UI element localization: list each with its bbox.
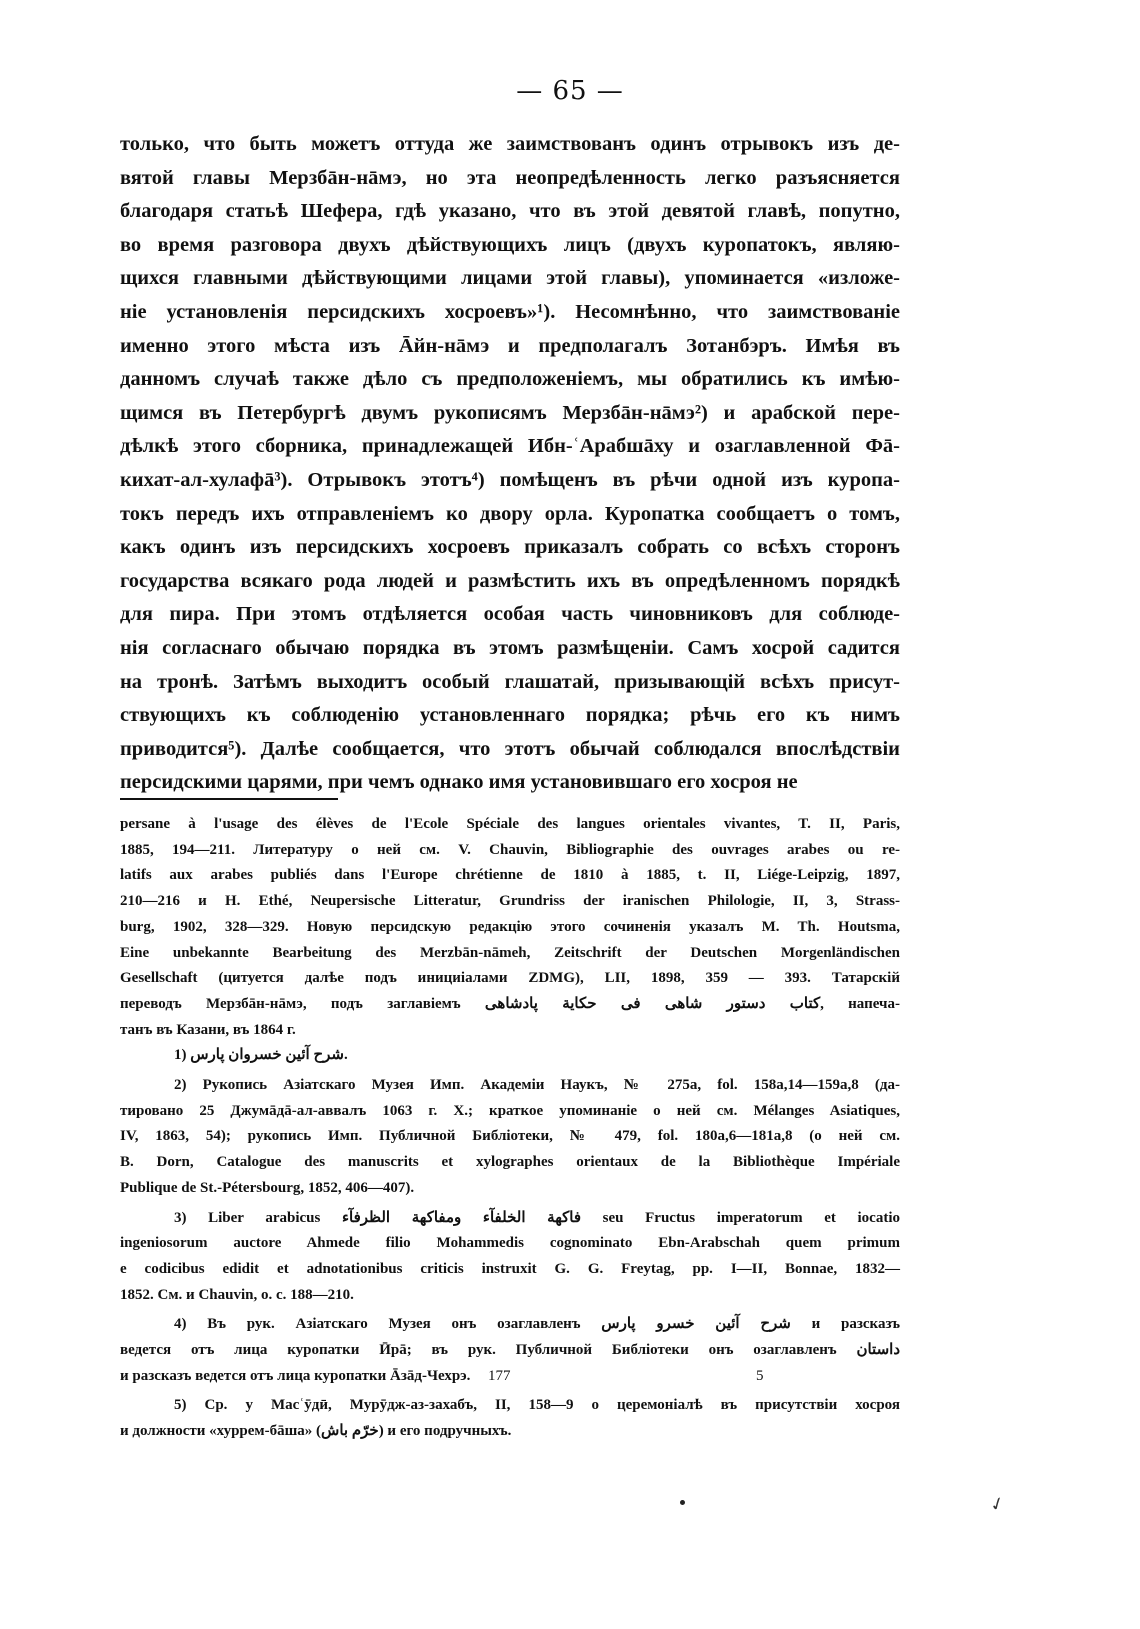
footnote-line: 1) ‫شرح آئين خسروان پارس‬. [174,1047,348,1064]
text-line: государства всякаго рода людей и размѣстить ихъ въ опредѣленномъ порядкѣ [120,569,900,592]
footnote-line: 210—216 и H. Ethé, Neupersische Litteratur, Grundriss der iranischen Philologie, II, 3, Strass- [120,893,900,910]
text-line: нiе установленiя персидскихъ хосроевъ»¹). Несомнѣнно, что заимствованiе [120,300,900,323]
text-line: персидскими царями, при чемъ однако имя установившаго его хосроя не [120,771,798,794]
text-line: благодаря статьѣ Шефера, гдѣ указано, что въ этой девятой главѣ, попутно, [120,200,900,223]
text-line: на тронѣ. Затѣмъ выходитъ особый глашатай, призывающiй всѣхъ присут- [120,670,900,693]
footnote-line: burg, 1902, 328—329. Новую персидскую редакцiю этого сочиненiя указалъ M. Th. Houtsma, [120,918,900,935]
text-line: дѣлкѣ этого сборника, принадлежащей Ибн-ʿАрабшāху и озаглавленной Фā- [120,435,900,458]
footnote-line: 3) Liber arabicus ‫فاكهة الخلفآء ومفاكهة الظرفآء‬ seu Fructus imperatorum et iocatio [174,1209,900,1226]
text-line: ствующихъ къ соблюденiю установленнаго порядка; рѣчь его къ нимъ [120,704,900,727]
ink-dot-mark [680,1500,685,1505]
footnote-line: танъ въ Казани, въ 1864 г. [120,1021,296,1038]
signature-sheet: 177 [488,1368,511,1384]
text-line: приводится⁵). Далѣе сообщается, что этотъ обычай соблюдался впослѣдствiи [120,737,900,760]
text-line: только, что быть можетъ оттуда же заимствованъ одинъ отрывокъ изъ де- [120,133,900,155]
text-line: кихат-ал-хулафā³). Отрывокъ этотъ⁴) помѣщенъ въ рѣчи одной изъ куропа- [120,468,900,491]
footnote-line: persane à l'usage des élèves de l'Ecole Spéciale des langues orientales vivantes, T. II, Paris, [120,816,900,832]
footnote-2 [120,1073,900,1202]
footnote-3 [120,1206,900,1309]
text-line: для пира. При этомъ отдѣляется особая часть чиновниковъ для соблюде- [120,603,900,626]
footnote-5 [120,1393,900,1444]
footnote-divider [120,798,338,800]
footnote-line: 4) Въ рук. Азiатскаго Музея онъ озаглавленъ ‫شرح آئين خسرو پارس‬ и разсказъ [174,1316,900,1333]
footnote-line: Gesellschaft (цитуется далѣе подъ инициiалами ZDMG), LII, 1898, 359 — 393. Татарскiй [120,970,900,987]
pencil-tick-mark: ✓ [986,1492,1009,1517]
footnote-line: e codicibus edidit et adnotationibus criticis instruxit G. G. Freytag, pp. I—II, Bonnae, 1832— [120,1260,900,1277]
text-line: щихся главными дѣйствующими лицами этой главы), упоминается «изложе- [120,267,900,290]
footnote-1 [120,1043,900,1069]
signature-number: 5 [756,1368,764,1384]
footnotes [120,812,900,1445]
text-line: вятой главы Мерзбāн-нāмэ, но эта неопредѣленность легко разъясняется [120,166,900,189]
footnote-line: Publique de St.-Pétersbourg, 1852, 406—407). [120,1179,415,1196]
text-line: именно этого мѣста изъ Āйн-нāмэ и предполагалъ Зотанбэръ. Имѣя въ [120,334,900,357]
page-number: — 65 — [516,76,624,106]
footnote-line: и должности «хуррем-бāша» (‫خرّم باش‬) и его подручныхъ. [120,1423,512,1440]
footnote-line: тировано 25 Джумāдā-ал-аввалъ 1063 г. Х.; краткое упоминанiе о ней см. Mélanges Asiatiques, [120,1102,900,1119]
footnote-line: latifs aux arabes publiés dans l'Europe chrétienne de 1810 à 1885, t. II, Liége-Leipzig, 1897, [120,867,900,884]
text-line: какъ одинъ изъ персидскихъ хосроевъ приказалъ собрать со всѣхъ сторонъ [120,536,900,559]
footnote-line: и разсказъ ведется отъ лица куропатки Āзāд-Чехрэ. [120,1367,471,1384]
footnote-line: IV, 1863, 54); рукопись Имп. Публичной Библiотеки, № 479, fol. 180a,6—181a,8 (о ней см. [120,1128,900,1145]
text-line: щимся въ Петербургѣ двумъ рукописямъ Мерзбāн-нāмэ²) и арабской пере- [120,401,900,424]
footnote-line: 1885, 194—211. Литературу о ней см. V. Chauvin, Bibliographie des ouvrages arabes ou re- [120,841,900,858]
text-line: нiя согласнаго обычаю порядка въ этомъ размѣщенiи. Самъ хосрой садится [120,636,900,659]
footnote-line: 1852. См. и Chauvin, o. c. 188—210. [120,1286,354,1303]
text-line: токъ передъ ихъ отправленiемъ ко двору орла. Куропатка сообщаетъ о томъ, [120,502,900,525]
text-line: во время разговора двухъ дѣйствующихъ лицъ (двухъ куропатокъ, являю- [120,233,900,256]
footnote-line: Eine unbekannte Bearbeitung des Merzbān-nāmeh, Zeitschrift der Deutschen Morgenländischen [120,944,900,961]
footnote-line: переводъ Мерзбāн-нāмэ, подъ заглавiемъ ‫كتاب دستور شاهى فى حكاية پادشاهى‬, напеча- [120,995,900,1012]
text-line: данномъ случаѣ также дѣло съ предположенiемъ, мы обратились къ имѣю- [120,368,900,391]
printer-signature [120,1368,900,1394]
main-text [120,128,900,800]
footnote-continuation [120,812,900,1043]
footnote-line: 5) Ср. у Масʿӯдӣ, Мурӯдж-аз-захабъ, II, 158—9 о церемонiалѣ въ присутствiи хосроя [174,1397,900,1414]
footnote-line: B. Dorn, Catalogue des manuscrits et xylographes orientaux de la Bibliothèque Impériale [120,1154,900,1171]
footnote-line: ingeniosorum auctore Ahmede filio Mohammedis cognominato Ebn-Arabschah quem primum [120,1235,900,1252]
footnote-line: ведется отъ лица куропатки Ӣрā; въ рук. Публичной Библiотеки онъ озаглавленъ ‫داستان‬ [120,1342,900,1359]
footnote-line: 2) Рукопись Азiатскаго Музея Имп. Академiи Наукъ, № 275a, fol. 158a,14—159a,8 (да- [174,1077,900,1094]
